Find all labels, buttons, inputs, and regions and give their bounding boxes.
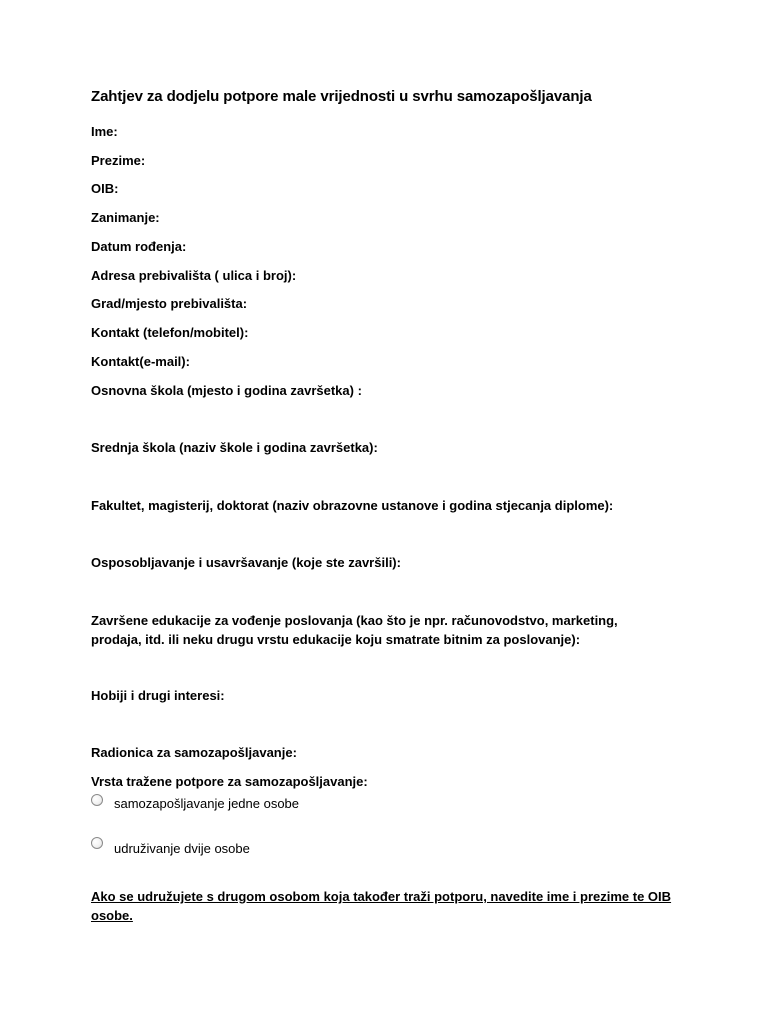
field-hobiji-label: Hobiji i drugi interesi: [91,688,225,703]
option-label: samozapošljavanje jedne osobe [114,796,300,811]
field-kontakt-telefon-label: Kontakt (telefon/mobitel): [91,325,249,340]
field-osposobljavanje-label: Osposobljavanje i usavršavanje (koje ste završili): [91,555,401,570]
field-zanimanje-label: Zanimanje: [91,210,160,225]
field-kontakt-email-label: Kontakt(e-mail): [91,354,190,369]
field-srednja-skola-label: Srednja škola (naziv škole i godina završetka): [91,440,378,455]
field-grad-label: Grad/mjesto prebivališta: [91,296,248,311]
partner-instruction-note: Ako se udružujete s drugom osobom koja također traži potporu, navedite ime i prezime te OIB osobe. [91,889,672,923]
option-udruzivanje[interactable] [91,836,250,856]
option-label: udruživanje dvije osobe [114,841,250,856]
field-radionica-label: Radionica za samozapošljavanje: [91,745,297,760]
field-osnovna-skola-label: Osnovna škola (mjesto i godina završetka) : [91,383,362,398]
field-fakultet-label: Fakultet, magisterij, doktorat (naziv obrazovne ustanove i godina stjecanja diplome): [91,498,614,513]
field-oib-label: OIB: [91,181,119,196]
radio-button[interactable] [91,794,103,806]
field-adresa-label: Adresa prebivališta ( ulica i broj): [91,268,297,283]
form-title: Zahtjev za dodjelu potpore male vrijednosti u svrhu samozapošljavanja [91,88,592,105]
option-samozaposljavanje[interactable] [91,793,299,811]
field-vrsta-potpore-label: Vrsta tražene potpore za samozapošljavanje: [91,774,368,789]
field-ime-label: Ime: [91,124,118,139]
field-prezime-label: Prezime: [91,153,146,168]
field-edukacije-label: Završene edukacije za vođenje poslovanja (kao što je npr. računovodstvo, marketing, prodaja, itd. ili neku drugu vrstu edukacije koju smatrate bitnim za poslovanje): [91,613,618,647]
field-datum-rodjenja-label: Datum rođenja: [91,239,187,254]
radio-button[interactable] [91,837,103,849]
